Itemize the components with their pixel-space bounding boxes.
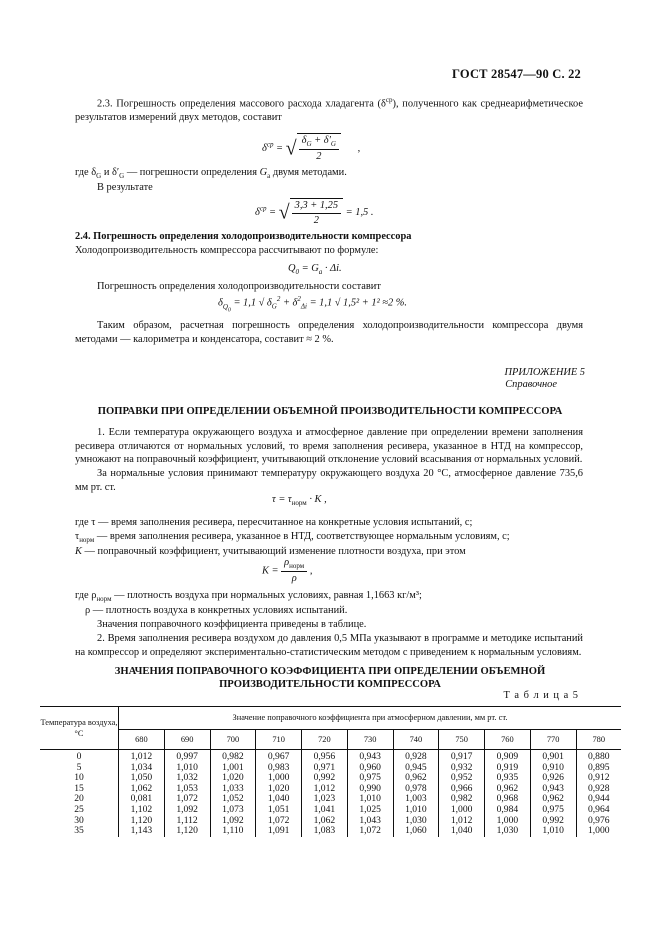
value-cell: 1,062 <box>119 784 165 795</box>
value-cell: 1,060 <box>393 826 439 837</box>
value-cell: 1,112 <box>164 816 210 827</box>
formula-result: $\delta^{ср}$ = √ $\frac{3,3 + 1,25}{2}$ = 1,5 . <box>255 200 374 226</box>
value-cell: 0,997 <box>164 750 210 763</box>
value-cell: 0,926 <box>530 773 576 784</box>
value-cell: 1,010 <box>393 805 439 816</box>
table-label: Т а б л и ц а 5 <box>503 690 579 701</box>
annex-label: ПРИЛОЖЕНИЕ 5 Справочное <box>504 367 585 390</box>
value-cell: 0,978 <box>393 784 439 795</box>
value-cell: 0,960 <box>347 763 393 774</box>
value-cell: 0,992 <box>530 816 576 827</box>
value-cell: 1,040 <box>439 826 485 837</box>
value-cell: 0,928 <box>576 784 621 795</box>
pressure-header: 740 <box>393 730 439 750</box>
value-cell: 1,043 <box>347 816 393 827</box>
value-cell: 1,030 <box>393 816 439 827</box>
value-cell: 1,073 <box>210 805 256 816</box>
pressure-header-row <box>40 730 621 750</box>
temperature-cell: 25 <box>74 803 84 815</box>
value-cell: 1,040 <box>256 794 302 805</box>
temperature-cell: 15 <box>74 782 84 794</box>
value-cell: 1,010 <box>347 794 393 805</box>
value-cell: 0,992 <box>302 773 348 784</box>
value-cell: 1,001 <box>210 763 256 774</box>
value-cell: 0,975 <box>347 773 393 784</box>
value-cell: 0,966 <box>439 784 485 795</box>
table-title: ЗНАЧЕНИЯ ПОПРАВОЧНОГО КОЭФФИЦИЕНТА ПРИ ОПРЕДЕЛЕНИИ ОБЪЕМНОЙ ПРОИЗВОДИТЕЛЬНОСТИ КОМПРЕССОРА <box>114 666 546 691</box>
value-cell: 1,000 <box>576 826 621 837</box>
temperature-cell: 20 <box>74 793 84 805</box>
value-cell: 1,020 <box>256 784 302 795</box>
table-body <box>40 750 621 837</box>
value-cell: 0,982 <box>439 794 485 805</box>
value-cell: 1,053 <box>164 784 210 795</box>
temperature-cell: 35 <box>74 825 84 837</box>
value-cell: 0,976 <box>576 816 621 827</box>
temperature-cell: 10 <box>74 772 84 784</box>
value-cell: 1,050 <box>119 773 165 784</box>
value-cell: 1,010 <box>530 826 576 837</box>
value-cell: 1,020 <box>210 773 256 784</box>
value-cell: 0,910 <box>530 763 576 774</box>
value-cell: 0,945 <box>393 763 439 774</box>
value-cell: 0,962 <box>530 794 576 805</box>
value-cell: 1,051 <box>256 805 302 816</box>
formula-capacity: $Q_0 = G_a \cdot \Delta i$. <box>288 263 342 277</box>
value-cell: 0,917 <box>439 750 485 763</box>
table-row <box>40 750 621 763</box>
value-cell: 1,010 <box>164 763 210 774</box>
value-cell: 1,000 <box>256 773 302 784</box>
value-cell: 0,962 <box>485 784 531 795</box>
pressure-header: 770 <box>530 730 576 750</box>
paragraph: 2.3. Погрешность определения массового расхода хладагента $(\delta^{ср})$, полученного как среднеарифметическое результатов измерений двух методов, составит <box>75 96 583 124</box>
value-cell: 1,120 <box>119 816 165 827</box>
value-cell: 0,880 <box>576 750 621 763</box>
formula-coefficient: K = $\frac{\rho_{норм}}{\rho}$ , <box>262 557 313 585</box>
value-cell: 0,956 <box>302 750 348 763</box>
value-cell: 1,072 <box>347 826 393 837</box>
value-cell: 0,952 <box>439 773 485 784</box>
pressure-header: 720 <box>302 730 348 750</box>
pressure-header: 760 <box>485 730 531 750</box>
temperature-cell: 5 <box>76 761 82 773</box>
value-cell: 1,012 <box>439 816 485 827</box>
annex-body: 1. Если температура окружающего воздуха и атмосферное давление при определении времени заполнения ресивера отличаются от нормальных условий, то время заполнения ресивера, указанное в НТД на компрессор, умножают на поправочный коэффициент, учитывающий отклонение условий всасывания от нормальных условий. За нормальные условия принимают температуру окружающего воздуха 20 °С, атмосферное давление 735,6 мм рт. ст. <box>75 427 583 493</box>
where-clause: где $\delta_G$ и $\delta'_G$ — погрешности определения $G_a$ двумя методами. В результате <box>75 167 347 194</box>
value-cell: 1,092 <box>210 816 256 827</box>
value-cell: 1,023 <box>302 794 348 805</box>
section-2-3 <box>75 96 583 125</box>
value-cell: 0,975 <box>530 805 576 816</box>
definitions-2: где $\rho_{норм}$ — плотность воздуха при нормальных условиях, равная 1,1663 кг/м³; ρ — плотность воздуха в конкретных условиях испытаний. Значения поправочного коэффициента приведены в таблице. 2. Время заполнения ресивера воздухом до давления 0,5 МПа указывают в программе и методике испытаний на компрессор и определяют экспериментально-статистическим методом с приведением к нормальным условиям. <box>75 590 583 658</box>
value-cell: 1,034 <box>119 763 165 774</box>
value-cell: 1,092 <box>164 805 210 816</box>
capacity-error-text: Погрешность определения холодопроизводительности составит <box>97 281 381 292</box>
value-cell: 1,072 <box>256 816 302 827</box>
pressure-header: 700 <box>210 730 256 750</box>
value-cell: 0,081 <box>119 794 165 805</box>
value-cell: 1,030 <box>485 826 531 837</box>
value-cell: 0,962 <box>393 773 439 784</box>
value-cell: 0,944 <box>576 794 621 805</box>
value-cell: 1,143 <box>119 826 165 837</box>
value-cell: 0,964 <box>576 805 621 816</box>
value-cell: 1,041 <box>302 805 348 816</box>
pressure-header: 780 <box>576 730 621 750</box>
value-cell: 1,072 <box>164 794 210 805</box>
value-cell: 1,102 <box>119 805 165 816</box>
value-cell: 1,032 <box>164 773 210 784</box>
page-header: ГОСТ 28547—90 С. 22 <box>452 67 581 81</box>
value-cell: 1,000 <box>439 805 485 816</box>
value-cell: 0,895 <box>576 763 621 774</box>
value-cell: 0,919 <box>485 763 531 774</box>
value-cell: 1,025 <box>347 805 393 816</box>
value-cell: 0,943 <box>530 784 576 795</box>
value-cell: 0,971 <box>302 763 348 774</box>
table-row <box>40 826 621 837</box>
value-cell: 0,909 <box>485 750 531 763</box>
value-cell: 1,083 <box>302 826 348 837</box>
value-cell: 0,982 <box>210 750 256 763</box>
value-cell: 0,943 <box>347 750 393 763</box>
value-cell: 0,912 <box>576 773 621 784</box>
value-cell: 0,932 <box>439 763 485 774</box>
formula-error-mean: $\delta^{ср}$ = √ $\frac{\delta_G + \delta'_G}{2}$ , <box>262 135 361 163</box>
temperature-cell: 0 <box>76 751 82 762</box>
value-cell: 0,967 <box>256 750 302 763</box>
table-row <box>40 805 621 816</box>
value-cell: 1,091 <box>256 826 302 837</box>
value-cell: 1,000 <box>485 816 531 827</box>
pressure-header: 710 <box>256 730 302 750</box>
value-cell: 1,012 <box>119 750 165 763</box>
value-cell: 0,990 <box>347 784 393 795</box>
definitions: где τ — время заполнения ресивера, пересчитанное на конкретные условия испытаний, с; $\tau_{норм}$ — время заполнения ресивера, указанное в НТД, соответствующее нормальным условиям, с; K — поправочный коэффициент, учитывающий изменение плотности воздуха, при этом <box>75 517 510 558</box>
correction-table <box>40 706 621 837</box>
main-title: ПОПРАВКИ ПРИ ОПРЕДЕЛЕНИИ ОБЪЕМНОЙ ПРОИЗВОДИТЕЛЬНОСТИ КОМПРЕССОРА <box>97 406 563 417</box>
value-cell: 1,120 <box>164 826 210 837</box>
value-cell: 1,033 <box>210 784 256 795</box>
value-cell: 0,901 <box>530 750 576 763</box>
pressure-header: 690 <box>164 730 210 750</box>
value-cell: 0,984 <box>485 805 531 816</box>
pressure-header: 730 <box>347 730 393 750</box>
conclusion: Таким образом, расчетная погрешность определения холодопроизводительности компрессора двумя методами — калориметра и конденсатора, составит ≈ 2 %. <box>75 320 583 345</box>
value-cell: 1,110 <box>210 826 256 837</box>
section-title: 2.4. Погрешность определения холодопроизводительности компрессора <box>75 231 412 242</box>
value-cell: 0,928 <box>393 750 439 763</box>
value-cell: 1,003 <box>393 794 439 805</box>
col-header-temperature: Температура воздуха, °С <box>40 707 119 750</box>
value-cell: 1,062 <box>302 816 348 827</box>
temperature-cell: 30 <box>74 814 84 826</box>
pressure-header: 750 <box>439 730 485 750</box>
formula-capacity-error: $\delta_{Q_0} = 1,1$ √ $\delta_G^2 + \delta^2_{\Delta i} = 1,1$ √ 1,5² + 1² ≈2 %. <box>218 295 408 313</box>
section-2-4: 2.4. Погрешность определения холодопроизводительности компрессора Холодопроизводительность компрессора рассчитывают по формуле: <box>75 230 583 257</box>
value-cell: 0,983 <box>256 763 302 774</box>
value-cell: 0,935 <box>485 773 531 784</box>
col-header-span: Значение поправочного коэффициента при атмосферном давлении, мм рт. ст. <box>119 707 622 730</box>
value-cell: 1,052 <box>210 794 256 805</box>
pressure-header: 680 <box>119 730 165 750</box>
value-cell: 1,012 <box>302 784 348 795</box>
formula-time: $\tau = \tau_{норм} \cdot K$ , <box>272 494 327 508</box>
value-cell: 0,968 <box>485 794 531 805</box>
